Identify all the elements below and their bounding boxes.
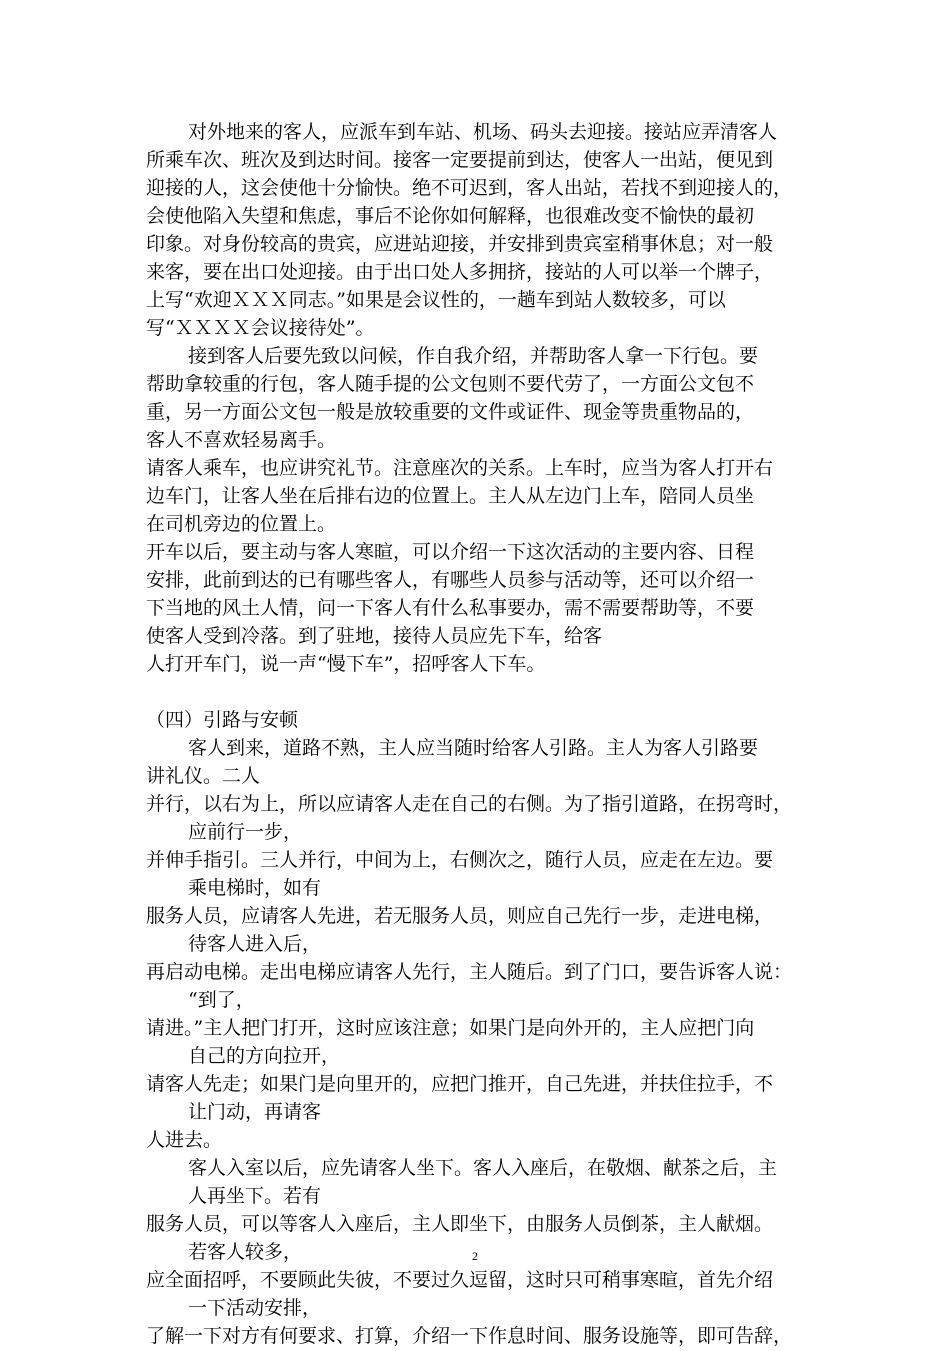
text-line: 再启动电梯。走出电梯应请客人先行，主人随后。到了门口，要告诉客人说： (146, 961, 793, 983)
text-line: 对外地来的客人，应派车到车站、机场、码头去迎接。接站应弄清客人 (188, 121, 778, 143)
text-line: 让门动，再请客 (188, 1101, 322, 1123)
text-line: 印象。对身份较高的贵宾，应进站迎接，并安排到贵宾室稍事休息；对一般 (146, 233, 774, 255)
text-line: 若客人较多， (188, 1241, 303, 1263)
text-line: 使客人受到冷落。到了驻地，接待人员应先下车，给客 (146, 625, 603, 647)
section-heading: （四）引路与安顿 (146, 709, 299, 731)
text-line: 请客人乘车，也应讲究礼节。注意座次的关系。上车时，应当为客人打开右 (146, 457, 774, 479)
text-line: 安排，此前到达的已有哪些客人，有哪些人员参与活动等，还可以介绍一 (146, 569, 755, 591)
text-line: “到了， (188, 989, 255, 1011)
text-line: 边车门，让客人坐在后排右边的位置上。主人从左边门上车，陪同人员坐 (146, 485, 755, 507)
text-line: 人进去。 (146, 1129, 223, 1151)
text-line: 人再坐下。若有 (188, 1185, 322, 1207)
text-line: 人打开车门，说一声“慢下车”，招呼客人下车。 (146, 653, 546, 675)
text-line: 了解一下对方有何要求、打算，介绍一下作息时间、服务设施等，即可告辞， (146, 1325, 793, 1347)
text-line: 上写“欢迎ＸＸＸ同志。”如果是会议性的，一趟车到站人数较多，可以 (146, 289, 726, 311)
text-line: 请客人先走；如果门是向里开的，应把门推开，自己先进，并扶住拉手，不 (146, 1073, 774, 1095)
text-line: 一下活动安排， (188, 1297, 322, 1319)
text-line: 写“ＸＸＸＸ会议接待处”。 (146, 317, 375, 339)
text-line: 服务人员，可以等客人入座后，主人即坐下，由服务人员倒茶，主人献烟。 (146, 1213, 774, 1235)
text-line: 客人入室以后，应先请客人坐下。客人入座后，在敬烟、献茶之后，主 (188, 1157, 778, 1179)
text-line: 服务人员，应请客人先进，若无服务人员，则应自己先行一步，走进电梯， (146, 905, 774, 927)
text-line: 重，另一方面公文包一般是放较重要的文件或证件、现金等贵重物品的， (146, 401, 755, 423)
text-line: 请进。”主人把门打开，这时应该注意；如果门是向外开的，主人应把门向 (146, 1017, 755, 1039)
text-line: 下当地的风土人情，问一下客人有什么私事要办，需不需要帮助等，不要 (146, 597, 755, 619)
text-line: 客人不喜欢轻易离手。 (146, 429, 337, 451)
text-line: 乘电梯时，如有 (188, 877, 322, 899)
text-line: 接到客人后要先致以问候，作自我介绍，并帮助客人拿一下行包。要 (188, 345, 759, 367)
text-line: 并行，以右为上，所以应请客人走在自己的右侧。为了指引道路，在拐弯时， (146, 793, 793, 815)
text-line: 在司机旁边的位置上。 (146, 513, 337, 535)
text-line: 开车以后，要主动与客人寒暄，可以介绍一下这次活动的主要内容、日程 (146, 541, 755, 563)
text-line: 迎接的人，这会使他十分愉快。绝不可迟到，客人出站，若找不到迎接人的， (146, 177, 793, 199)
text-line: 讲礼仪。二人 (146, 765, 261, 787)
text-line: 来客，要在出口处迎接。由于出口处人多拥挤，接站的人可以举一个牌子， (146, 261, 774, 283)
text-line: 自己的方向拉开， (188, 1045, 341, 1067)
text-line: 待客人进入后， (188, 933, 322, 955)
text-line: 客人到来，道路不熟，主人应当随时给客人引路。主人为客人引路要 (188, 737, 759, 759)
text-line: 并伸手指引。三人并行，中间为上，右侧次之，随行人员，应走在左边。要 (146, 849, 774, 871)
text-line: 所乘车次、班次及到达时间。接客一定要提前到达，使客人一出站，便见到 (146, 149, 774, 171)
text-line: 应全面招呼，不要顾此失彼，不要过久逗留，这时只可稍事寒暄，首先介绍 (146, 1269, 774, 1291)
page-number: 2 (472, 1249, 478, 1263)
text-line: 帮助拿较重的行包，客人随手提的公文包则不要代劳了，一方面公文包不 (146, 373, 755, 395)
text-line: 会使他陷入失望和焦虑，事后不论你如何解释，也很难改变不愉快的最初 (146, 205, 755, 227)
text-line: 应前行一步， (188, 821, 303, 843)
